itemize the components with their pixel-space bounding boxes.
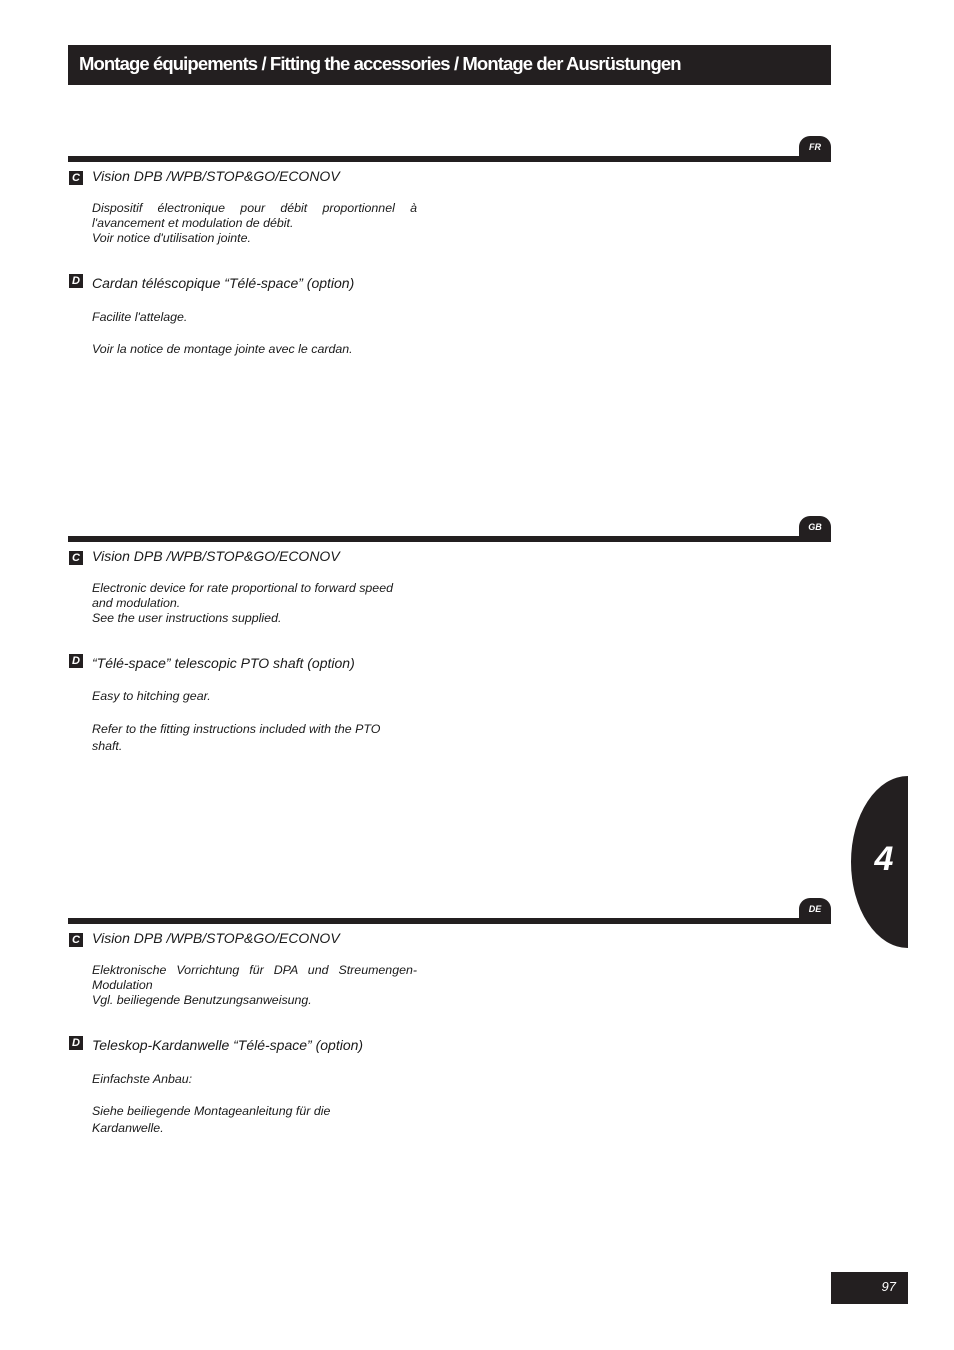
section-divider: [68, 536, 831, 542]
description-line: Dispositif électronique pour débit proportionnel à: [92, 201, 417, 215]
item-description-vision: [92, 963, 417, 1008]
item-description-hitching: Einfachste Anbau:: [92, 1072, 193, 1086]
description-line: Electronic device for rate proportional to forward speed: [92, 581, 393, 595]
item-description-instructions: [92, 1103, 417, 1137]
description-line: and modulation.: [92, 596, 181, 610]
page-header-bar: [68, 45, 831, 85]
item-description-vision: [92, 201, 417, 246]
chapter-number: 4: [874, 840, 894, 878]
item-marker-c: C: [69, 171, 83, 185]
item-description-hitching: Facilite l'attelage.: [92, 310, 188, 324]
page-number: [831, 1272, 908, 1304]
language-tab-de: DE: [799, 898, 831, 920]
language-tab-fr: FR: [799, 136, 831, 158]
item-heading-vision: Vision DPB /WPB/STOP&GO/ECONOV: [92, 548, 340, 564]
item-marker-c: C: [69, 933, 83, 947]
description-line: Elektronische Vorrichtung für DPA und Streumengen-: [92, 963, 417, 977]
item-heading-pto-shaft: Teleskop-Kardanwelle “Télé-space” (option): [92, 1037, 364, 1053]
language-tab-gb: GB: [799, 516, 831, 538]
description-line: Vgl. beiliegende Benutzungsanweisung.: [92, 993, 312, 1007]
description-line: shaft.: [92, 739, 123, 753]
item-description-instructions: [92, 721, 417, 755]
item-heading-vision: Vision DPB /WPB/STOP&GO/ECONOV: [92, 168, 340, 184]
description-line: l'avancement et modulation de débit.: [92, 216, 294, 230]
section-divider: [68, 918, 831, 924]
item-description-vision: [92, 581, 417, 626]
description-line: Siehe beiliegende Montageanleitung für die: [92, 1104, 331, 1118]
item-description-instructions: [92, 342, 417, 357]
page-title: Montage équipements / Fitting the accessories / Montage der Ausrüstungen: [79, 53, 681, 74]
item-heading-pto-shaft: “Télé-space” telescopic PTO shaft (option): [92, 655, 355, 671]
description-line: See the user instructions supplied.: [92, 611, 282, 625]
item-heading-pto-shaft: Cardan téléscopique “Télé-space” (option): [92, 275, 355, 291]
description-line: Voir la notice de montage jointe avec le cardan.: [92, 342, 353, 356]
description-line: Refer to the fitting instructions included with the PTO: [92, 722, 381, 736]
item-marker-d: D: [69, 1036, 83, 1050]
description-line: Modulation: [92, 978, 153, 992]
item-marker-d: D: [69, 654, 83, 668]
item-description-hitching: Easy to hitching gear.: [92, 689, 211, 703]
item-marker-c: C: [69, 551, 83, 565]
description-line: Kardanwelle.: [92, 1121, 164, 1135]
section-divider: [68, 156, 831, 162]
description-line: Voir notice d'utilisation jointe.: [92, 231, 251, 245]
page-number-label: 97: [881, 1279, 896, 1294]
item-marker-d: D: [69, 274, 83, 288]
item-heading-vision: Vision DPB /WPB/STOP&GO/ECONOV: [92, 930, 340, 946]
